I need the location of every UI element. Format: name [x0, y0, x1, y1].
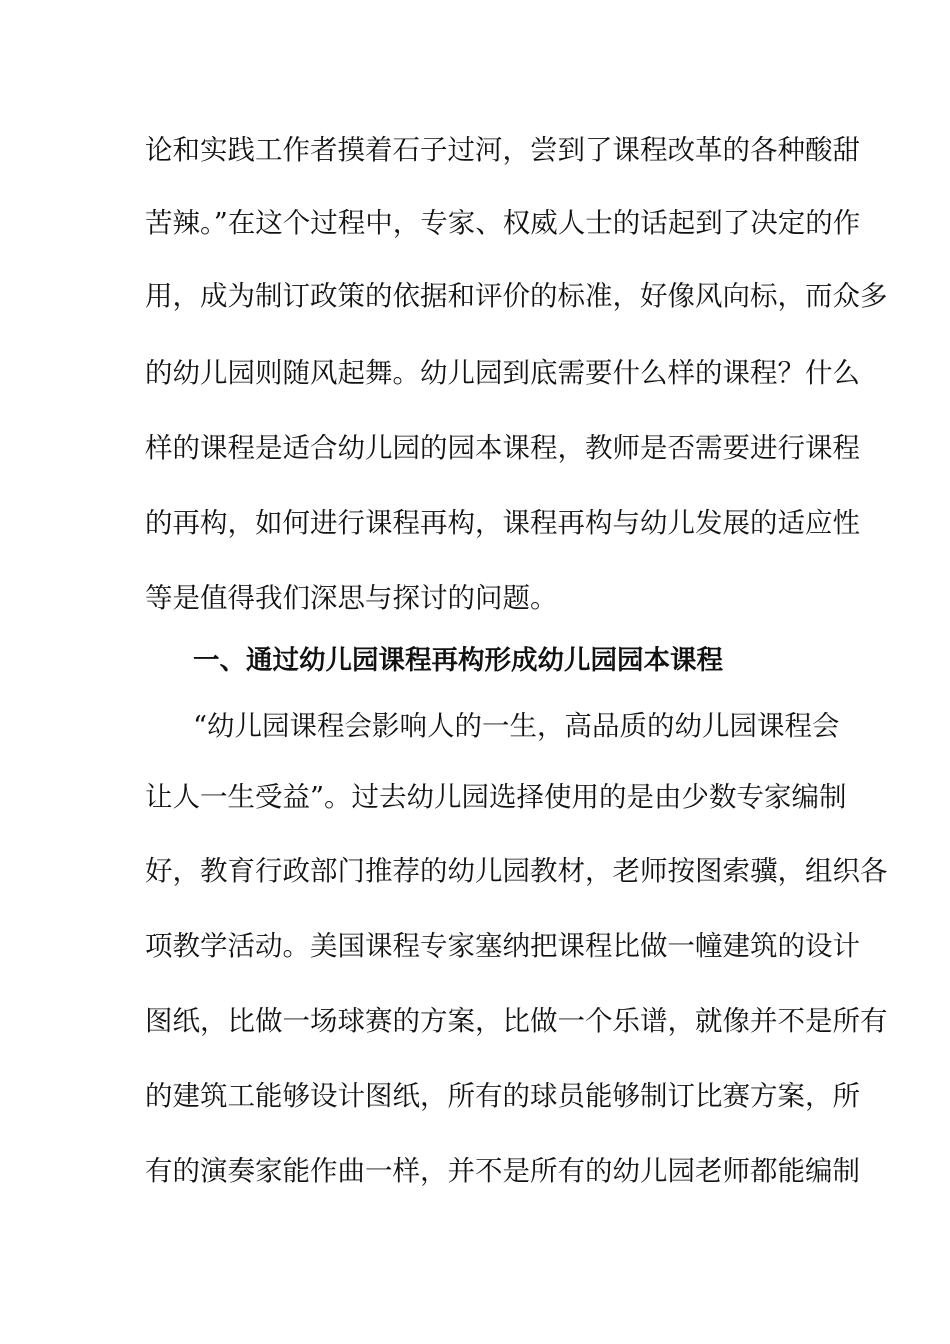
section-heading: 一、通过幼儿园课程再构形成幼儿园园本课程	[193, 645, 723, 676]
paragraph-2-line-7: 有的演奏家能作曲一样，并不是所有的幼儿园老师都能编制	[145, 1155, 860, 1187]
paragraph-2-line-2: 让人一生受益”。过去幼儿园选择使用的是由少数专家编制	[145, 781, 847, 813]
paragraph-1-line-2: 苦辣。”在这个过程中，专家、权威人士的话起到了决定的作	[145, 207, 861, 239]
paragraph-2-line-4: 项教学活动。美国课程专家塞纳把课程比做一幢建筑的设计	[145, 930, 860, 962]
paragraph-1-line-6: 的再构，如何进行课程再构，课程再构与幼儿发展的适应性	[145, 507, 860, 539]
paragraph-1-line-4: 的幼儿园则随风起舞。幼儿园到底需要什么样的课程？什么	[145, 357, 860, 389]
paragraph-1-line-3: 用，成为制订政策的依据和评价的标准，好像风向标，而众多	[145, 280, 888, 312]
paragraph-1-line-7: 等是值得我们深思与探讨的问题。	[145, 582, 558, 614]
paragraph-2-line-1: “幼儿园课程会影响人的一生，高品质的幼儿园课程会	[193, 710, 840, 742]
paragraph-1-line-5: 样的课程是适合幼儿园的园本课程，教师是否需要进行课程	[145, 432, 860, 464]
paragraph-2-line-3: 好，教育行政部门推荐的幼儿园教材，老师按图索骥，组织各	[145, 855, 888, 887]
paragraph-2-line-5: 图纸，比做一场球赛的方案，比做一个乐谱，就像并不是所有	[145, 1005, 888, 1037]
paragraph-1-line-1: 论和实践工作者摸着石子过河，尝到了课程改革的各种酸甜	[145, 134, 860, 166]
paragraph-2-line-6: 的建筑工能够设计图纸，所有的球员能够制订比赛方案，所	[145, 1080, 860, 1112]
